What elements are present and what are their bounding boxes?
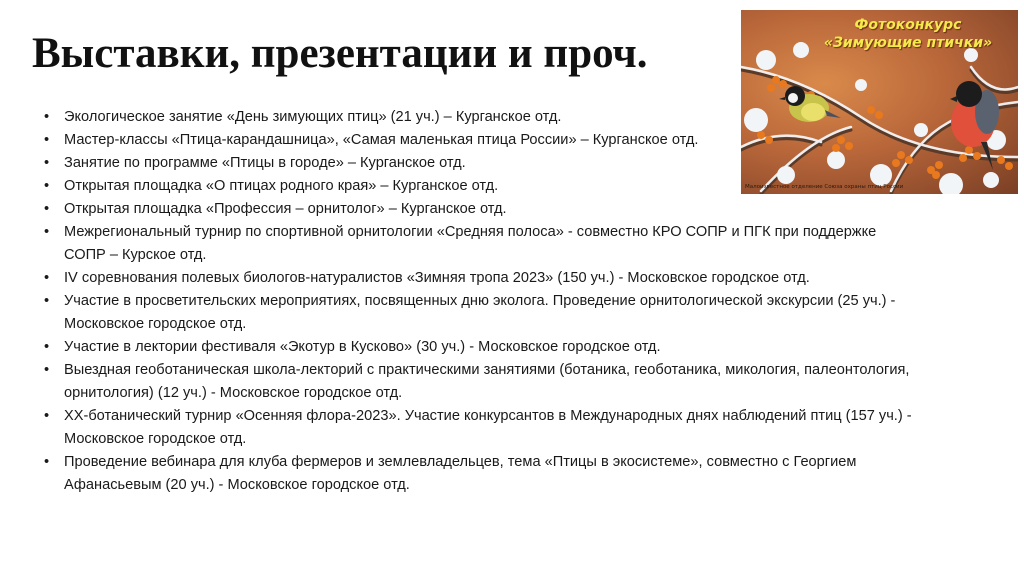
list-item-text: Открытая площадка «Профессия – орнитолог» – Курганское отд. bbox=[64, 201, 507, 217]
bullet-icon: • bbox=[44, 155, 50, 171]
list-item bbox=[44, 405, 916, 451]
list-item bbox=[44, 198, 916, 221]
list-item-text: Межрегиональный турнир по спортивной орнитологии «Средняя полоса» - совместно КРО СОПР и ПГК при поддержке СОПР – Курское отд. bbox=[64, 224, 877, 263]
bullet-icon: • bbox=[44, 270, 50, 286]
photo-title-line1: Фотоконкурс bbox=[854, 17, 962, 33]
bullet-icon: • bbox=[44, 362, 50, 378]
list-item bbox=[44, 221, 916, 267]
list-item-text: Участие в просветительских мероприятиях, посвященных дню эколога. Проведение орнитологической экскурсии (25 уч.) - Московское городское отд. bbox=[64, 293, 896, 332]
list-item bbox=[44, 336, 916, 359]
list-item-text: Участие в лектории фестиваля «Экотур в Кусково» (30 уч.) - Московское городское отд. bbox=[64, 339, 661, 355]
photo-caption: Малоизвестное отделение Союза охраны птиц России bbox=[745, 184, 904, 190]
list-item-text: Экологическое занятие «День зимующих птиц» (21 уч.) – Курганское отд. bbox=[64, 109, 562, 125]
list-item-text: Мастер-классы «Птица-карандашница», «Самая маленькая птица России» – Курганское отд. bbox=[64, 132, 699, 148]
list-item-text: Выездная геоботаническая школа-лекторий с практическими занятиями (ботаника, геоботаника, микология, палеонтология, орнитология) (12 уч.) - Московское городское отд. bbox=[64, 362, 910, 401]
list-item-text: Проведение вебинара для клуба фермеров и землевладельцев, тема «Птицы в экосистеме», совместно с Георгием Афанасьевым (20 уч.) - Московское городское отд. bbox=[64, 454, 857, 493]
list-item-text: Открытая площадка «О птицах родного края» – Курганское отд. bbox=[64, 178, 499, 194]
list-item bbox=[44, 267, 916, 290]
bullet-icon: • bbox=[44, 339, 50, 355]
photo-title-line2: «Зимующие птички» bbox=[823, 35, 993, 51]
list-item-text: XX-ботанический турнир «Осенняя флора-2023». Участие конкурсантов в Международных днях наблюдений птиц (157 уч.) - Московское городское отд. bbox=[64, 408, 912, 447]
bullet-icon: • bbox=[44, 293, 50, 309]
list-item bbox=[44, 359, 916, 405]
list-item bbox=[44, 451, 916, 497]
bullet-icon: • bbox=[44, 109, 50, 125]
slide-title: Выставки, презентации и проч. bbox=[32, 30, 648, 77]
bullet-icon: • bbox=[44, 132, 50, 148]
bullet-icon: • bbox=[44, 454, 50, 470]
list-item-text: Занятие по программе «Птицы в городе» – Курганское отд. bbox=[64, 155, 466, 171]
bird-contest-photo bbox=[741, 10, 1018, 194]
list-item-text: IV соревнования полевых биологов-натуралистов «Зимняя тропа 2023» (150 уч.) - Московское городское отд. bbox=[64, 270, 810, 286]
bullet-icon: • bbox=[44, 224, 50, 240]
photo-title bbox=[813, 16, 1003, 52]
bullet-icon: • bbox=[44, 178, 50, 194]
bullet-icon: • bbox=[44, 408, 50, 424]
list-item bbox=[44, 290, 916, 336]
bullet-icon: • bbox=[44, 201, 50, 217]
